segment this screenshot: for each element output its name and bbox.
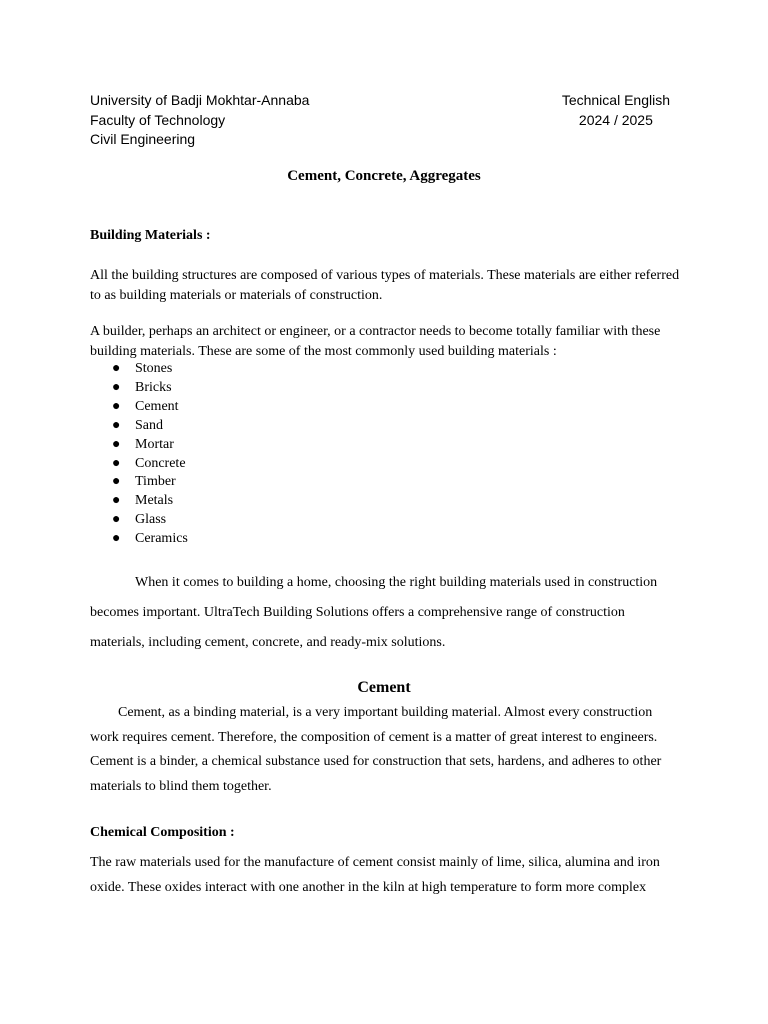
building-materials-paragraph-3: When it comes to building a home, choosing the right building materials used in construction becomes important. UltraTech Building Solutions offers a comprehensive range of construction materials, including cement, concrete, and ready-mix solutions. bbox=[90, 575, 658, 650]
bullet-icon: ● bbox=[112, 493, 121, 509]
list-item: ● Concrete bbox=[90, 455, 188, 474]
course-block bbox=[562, 91, 670, 130]
bullet-icon: ● bbox=[112, 474, 121, 490]
list-item: ● Bricks bbox=[90, 379, 188, 398]
chemical-composition-heading: Chemical Composition : bbox=[90, 825, 235, 840]
list-item: ● Metals bbox=[90, 492, 188, 511]
bullet-icon: ● bbox=[112, 531, 121, 547]
bullet-icon: ● bbox=[112, 361, 121, 376]
bullet-icon: ● bbox=[112, 398, 121, 414]
list-item: ● Stones bbox=[90, 360, 188, 379]
institution-block bbox=[90, 91, 309, 150]
academic-year: 2024 / 2025 bbox=[578, 111, 653, 128]
list-item: ● Ceramics bbox=[90, 530, 188, 549]
list-item: ● Glass bbox=[90, 511, 188, 530]
course-name: Technical English bbox=[561, 92, 670, 108]
list-item: ● Sand bbox=[90, 417, 188, 436]
building-materials-paragraph-2: A builder, perhaps an architect or engineer, or a contractor needs to become totally familiar with these building materials. These are some of the most commonly used building materials : bbox=[90, 324, 661, 359]
bullet-icon: ● bbox=[112, 417, 121, 433]
building-materials-paragraph-1: All the building structures are composed of various types of materials. These materials are either referred to as building materials or materials of construction. bbox=[90, 268, 680, 303]
building-materials-heading: Building Materials : bbox=[90, 228, 211, 243]
bullet-icon: ● bbox=[112, 455, 121, 471]
cement-heading: Cement bbox=[357, 679, 411, 696]
bullet-icon: ● bbox=[112, 379, 121, 395]
department-name: Civil Engineering bbox=[90, 131, 196, 147]
bullet-icon: ● bbox=[112, 436, 121, 452]
chemical-composition-paragraph: The raw materials used for the manufacture of cement consist mainly of lime, silica, alumina and iron oxide. These oxides interact with one another in the kiln at high temperature to form more complex bbox=[90, 855, 660, 895]
bullet-icon: ● bbox=[112, 512, 121, 528]
materials-list bbox=[90, 360, 188, 549]
document-title: Cement, Concrete, Aggregates bbox=[287, 168, 481, 184]
faculty-name: Faculty of Technology bbox=[90, 111, 226, 128]
list-item: ● Cement bbox=[90, 398, 188, 417]
list-item: ● Timber bbox=[90, 473, 188, 492]
list-item: ● Mortar bbox=[90, 436, 188, 455]
university-name: University of Badji Mokhtar-Annaba bbox=[90, 92, 310, 108]
cement-paragraph: Cement, as a binding material, is a very important building material. Almost every construction work requires cement. Therefore, the composition of cement is a matter of great interest to engineers. Cement is a binder, a chemical substance used for construction that sets, hardens, and adheres to other materials to blind them together. bbox=[90, 705, 662, 794]
